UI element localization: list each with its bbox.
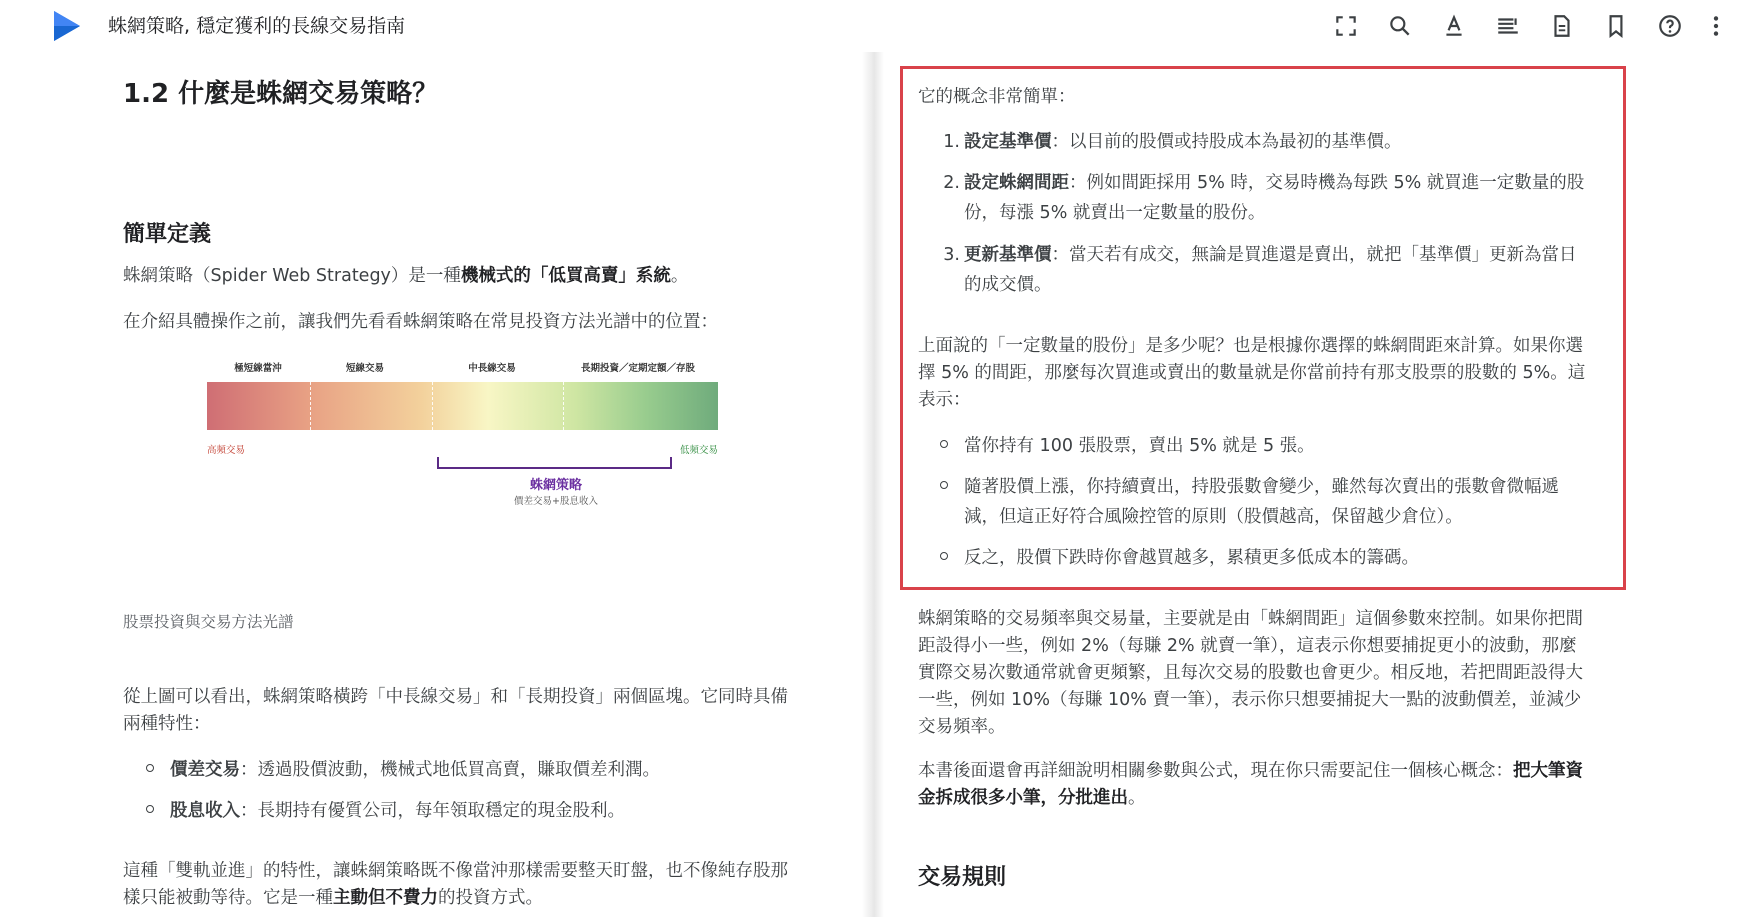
bookmark-icon[interactable] [1600, 10, 1632, 42]
spectrum-gradient-bar [207, 382, 718, 430]
spider-strategy-sublabel: 價差交易+股息收入 [514, 496, 598, 507]
step-text: 的成交價。 [964, 275, 1052, 295]
paragraph-line: 擇 5% 的間距，那麼每次買進或賣出的數量就是你當前持有那支股票的股數的 5%。這 [918, 363, 1586, 383]
high-frequency-label: 高頻交易 [207, 445, 246, 456]
bullet-circle-icon [146, 764, 154, 772]
paragraph-line: 距設得小一些，例如 2%（每賺 2% 就賣一筆），這表示你想要捕捉更小的波動，那麼 [918, 636, 1577, 656]
help-icon[interactable] [1654, 10, 1686, 42]
paragraph-line [918, 758, 1583, 785]
step-text: ：當天若有成交，無論是買進還是賣出，就把「基準價」更新為當日 [1051, 245, 1577, 265]
top-bar [0, 0, 1737, 52]
list-item [940, 168, 1620, 228]
spectrum-divider [310, 382, 311, 430]
list-item [940, 127, 1620, 157]
list-item [146, 798, 625, 825]
step-text: ：例如間距採用 5% 時，交易時機為每跌 5% 就買進一定數量的股 [1069, 173, 1585, 193]
step-text: ：以目前的股價或持股成本為最初的基準價。 [1051, 132, 1402, 152]
spectrum-label: 中長線交易 [468, 363, 516, 374]
list-item [940, 474, 1559, 501]
paragraph-text: 本書後面還會再詳細說明相關參數與公式，現在你只需要記住一個核心概念： [918, 761, 1513, 781]
spider-strategy-label: 蛛網策略 [530, 478, 583, 493]
section-heading: 1.2 什麼是蛛網交易策略？ [123, 79, 439, 109]
paragraph-bold: 金拆成很多小筆，分批進出 [918, 788, 1128, 808]
bullet-text: ：長期持有優質公司，每年領取穩定的現金股利。 [240, 801, 625, 821]
paragraph-line: 交易頻率。 [918, 717, 1006, 737]
bullet-circle-icon [940, 481, 948, 489]
bullet-text: 隨著股價上漲，你持續賣出，持股張數會變少，雖然每次賣出的張數會微幅遞 [964, 477, 1559, 497]
book-title: 蛛網策略, 穩定獲利的長線交易指南 [108, 15, 406, 37]
bullet-term: 價差交易 [170, 760, 240, 780]
figure-caption: 股票投資與交易方法光譜 [123, 613, 294, 631]
definition-text: 蛛網策略（Spider Web Strategy）是一種 [123, 266, 461, 286]
definition-paragraph [123, 263, 688, 290]
contents-icon[interactable] [1492, 10, 1524, 42]
paragraph-line [123, 885, 543, 912]
list-item-continuation: 減，但這正好符合風險控管的原則（股價越高，保留越少倉位）。 [964, 507, 1463, 527]
paragraph-line: 一些，例如 10%（每賺 10% 賣一筆），表示你只想要捕捉大一點的波動價差，並減少 [918, 690, 1582, 710]
paragraph-line: 上面說的「一定數量的股份」是多少呢？也是根據你選擇的蛛網間距來計算。如果你選 [918, 336, 1583, 356]
investment-spectrum-figure [200, 360, 740, 550]
subheading-definition: 簡單定義 [123, 222, 212, 247]
search-icon[interactable] [1384, 10, 1416, 42]
bullet-text: ：透過股價波動，機械式地低買高賣，賺取價差利潤。 [240, 760, 660, 780]
paragraph-line: 蛛網策略的交易頻率與交易量，主要就是由「蛛網間距」這個參數來控制。如果你把間 [918, 609, 1583, 629]
list-number: 2. [943, 173, 960, 193]
bullet-text: 反之，股價下跌時你會越買越多，累積更多低成本的籌碼。 [964, 548, 1419, 568]
spectrum-labels [200, 360, 740, 374]
step-term: 設定基準價 [964, 132, 1052, 152]
spectrum-label: 短線交易 [345, 363, 385, 374]
definition-bold: 機械式的「低買高賣」系統 [460, 266, 671, 286]
page-gutter [862, 52, 884, 917]
more-icon[interactable] [1700, 10, 1732, 42]
low-frequency-label: 低頻交易 [680, 445, 719, 456]
paragraph-line: 這種「雙軌並進」的特性，讓蛛網策略既不像當沖那樣需要整天盯盤，也不像純存股那 [123, 861, 788, 881]
paragraph-line: 實際交易次數通常就會更頻繁，且每次交易的股數也會更少。相反地，若把間距設得大 [918, 663, 1583, 683]
step-term: 更新基準價 [964, 245, 1052, 265]
spectrum-divider [432, 382, 433, 430]
paragraph-bold: 把大筆資 [1513, 761, 1583, 781]
bullet-circle-icon [940, 552, 948, 560]
bullet-text: 當你持有 100 張股票，賣出 5% 就是 5 張。 [964, 436, 1315, 456]
spectrum-label: 長期投資／定期定額／存股 [580, 363, 696, 374]
paragraph-text: 樣只能被動等待。它是一種 [123, 888, 333, 908]
list-number: 3. [943, 245, 960, 265]
bullet-circle-icon [940, 440, 948, 448]
concept-intro: 它的概念非常簡單： [918, 87, 1076, 107]
bullet-circle-icon [146, 805, 154, 813]
paragraph-line [918, 785, 1146, 812]
definition-end: 。 [670, 266, 689, 286]
spectrum-label: 極短線當沖 [234, 363, 282, 374]
bullet-term: 股息收入 [170, 801, 240, 821]
step-text: 份，每漲 5% 就賣出一定數量的股份。 [964, 203, 1266, 223]
fullscreen-icon[interactable] [1330, 10, 1362, 42]
paragraph-line: 兩種特性： [123, 714, 211, 734]
list-item [146, 757, 660, 784]
text-format-icon[interactable] [1438, 10, 1470, 42]
spider-strategy-bracket [437, 457, 672, 469]
intro-paragraph: 在介紹具體操作之前，讓我們先看看蛛網策略在常見投資方法光譜中的位置： [123, 312, 718, 332]
spectrum-divider [563, 382, 564, 430]
list-item [940, 240, 1620, 300]
paragraph-line: 從上圖可以看出，蛛網策略橫跨「中長線交易」和「長期投資」兩個區塊。它同時具備 [123, 687, 788, 707]
paragraph-bold: 主動但不費力 [333, 888, 438, 908]
step-term: 設定蛛網間距 [964, 173, 1069, 193]
list-number: 1. [943, 132, 960, 152]
list-item [940, 545, 1419, 572]
subheading-trading-rules: 交易規則 [918, 865, 1007, 890]
play-books-logo-icon[interactable] [50, 9, 84, 43]
paragraph-text: 的投資方式。 [438, 888, 543, 908]
paragraph-text: 。 [1128, 788, 1146, 808]
paragraph-line: 表示： [918, 390, 971, 410]
notes-icon[interactable] [1546, 10, 1578, 42]
list-item [940, 433, 1315, 460]
